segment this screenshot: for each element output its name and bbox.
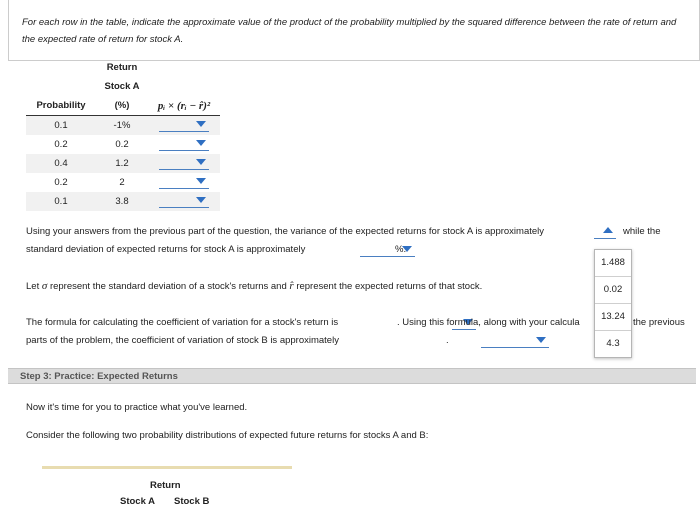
- chevron-down-icon: [196, 159, 206, 165]
- return-cell: 1.2: [96, 154, 148, 173]
- variance-while-text: while the: [623, 226, 661, 237]
- header-percent: (%): [96, 96, 148, 116]
- return-cell: 3.8: [96, 192, 148, 211]
- prob-cell: 0.1: [26, 116, 96, 136]
- step-header: Step 3: Practice: Expected Returns: [8, 368, 696, 384]
- table-row: [26, 116, 220, 136]
- return-cell: 2: [119, 177, 125, 188]
- chevron-down-icon: [196, 178, 206, 184]
- std-dev-dropdown[interactable]: [360, 244, 415, 257]
- table-row: [26, 173, 220, 192]
- practice-line-2: Consider the following two probability distributions of expected future returns for stocks A and B:: [26, 430, 429, 441]
- header-probability: Probability: [26, 96, 96, 116]
- dropdown-options-list: [594, 249, 632, 358]
- chevron-down-icon: [196, 140, 206, 146]
- variance-line-1: Using your answers from the previous part of the question, the variance of the expected returns for stock A is approximately: [26, 226, 545, 237]
- cv-stock-b-dropdown[interactable]: [481, 335, 549, 348]
- percent-unit: %.: [395, 244, 407, 255]
- bottom-stock-b-header: Stock B: [174, 496, 210, 507]
- calc-table: [26, 58, 220, 211]
- header-row-2: [26, 77, 220, 96]
- table-row: [26, 135, 220, 154]
- table-row: [26, 192, 220, 211]
- cv-end: .: [446, 335, 449, 346]
- cv-previous-text: the previous: [633, 317, 685, 328]
- chevron-down-icon: [536, 337, 546, 343]
- header-formula: pᵢ × (rᵢ − r̂)²: [148, 96, 220, 116]
- product-dropdown[interactable]: [159, 176, 209, 189]
- variance-line-2: standard deviation of expected returns for stock A is approximately: [26, 244, 306, 255]
- prob-cell: 0.2: [54, 177, 68, 188]
- header-row-1: [26, 58, 220, 77]
- prob-cell: 0.2: [54, 139, 68, 150]
- practice-line-1: Now it's time for you to practice what you've learned.: [26, 402, 248, 413]
- sigma-symbol: σ: [41, 280, 48, 292]
- dropdown-option[interactable]: 13.24: [595, 304, 631, 331]
- return-cell: -1%: [96, 116, 148, 136]
- product-dropdown[interactable]: [159, 138, 209, 151]
- header-stock-a: Stock A: [104, 81, 140, 92]
- bottom-stock-a-header: Stock A: [120, 496, 156, 507]
- cv-line-1: The formula for calculating the coefficient of variation for a stock's return is: [26, 317, 339, 328]
- chevron-down-icon: [196, 197, 206, 203]
- product-dropdown[interactable]: [159, 195, 209, 208]
- header-return: Return: [106, 62, 138, 73]
- cv-calc-text: . Using this formula, along with your calcula: [397, 317, 580, 328]
- bottom-return-header: Return: [150, 480, 181, 491]
- cv-line-2: parts of the problem, the coefficient of variation of stock B is approximately: [26, 335, 339, 346]
- variance-dropdown[interactable]: [594, 226, 616, 239]
- table-row: [26, 154, 220, 173]
- dropdown-option[interactable]: 0.02: [595, 277, 631, 304]
- header-row-3: [26, 96, 220, 116]
- chevron-down-icon: [196, 121, 206, 127]
- dropdown-option[interactable]: 1.488: [595, 250, 631, 277]
- prob-cell: 0.4: [26, 154, 96, 173]
- product-dropdown[interactable]: [159, 119, 209, 132]
- chevron-up-icon: [603, 227, 613, 233]
- product-dropdown[interactable]: [159, 157, 209, 170]
- prob-cell: 0.1: [26, 192, 96, 211]
- r-hat-symbol: r̂: [289, 280, 294, 292]
- table-divider: [42, 466, 292, 469]
- dropdown-option[interactable]: 4.3: [606, 338, 620, 349]
- return-cell: 0.2: [115, 139, 129, 150]
- instructions: For each row in the table, indicate the approximate value of the product of the probability multiplied by the squared difference between the rate of return and the expected rate of return for stock A.: [22, 17, 677, 45]
- sigma-definition: Let σ represent the standard deviation of a stock's returns and r̂ represent the expected returns of that stock.: [26, 280, 483, 292]
